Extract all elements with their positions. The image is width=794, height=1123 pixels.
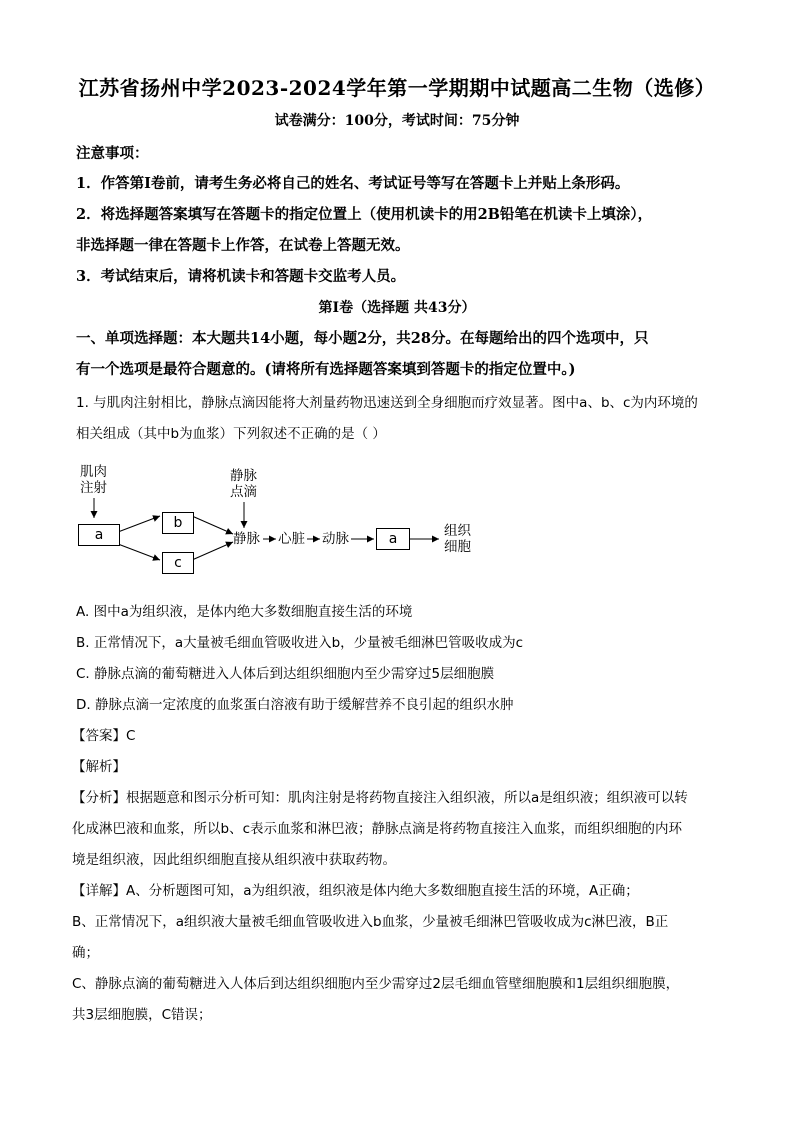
notice-item: 3．考试结束后，请将机读卡和答题卡交监考人员。 <box>76 268 406 285</box>
circulation-diagram <box>70 460 490 585</box>
detail-line: 共3层细胞膜，C错误； <box>72 1007 212 1023</box>
box-a: a <box>78 524 120 546</box>
option-b: B. 正常情况下，a大量被毛细血管吸收进入b，少量被毛细淋巴管吸收成为c <box>76 635 524 651</box>
question-stem: 相关组成（其中b为血浆）下列叙述不正确的是（ ） <box>76 426 386 442</box>
analysis-line: 化成淋巴液和血浆，所以b、c表示血浆和淋巴液；静脉点滴是将药物直接注入血浆，而组织细胞的内环 <box>72 821 682 837</box>
box-c: c <box>162 552 194 574</box>
label-heart: 心脏 <box>278 531 305 547</box>
analysis-line: 境是组织液，因此组织细胞直接从组织液中获取药物。 <box>72 852 396 868</box>
detail-line: B、正常情况下，a组织液大量被毛细血管吸收进入b血浆，少量被毛细淋巴管吸收成为c淋巴液，B正 <box>72 914 669 930</box>
label-tissue-cells: 细胞 <box>444 539 471 555</box>
option-a: A. 图中a为组织液，是体内绝大多数细胞直接生活的环境 <box>76 604 413 620</box>
notice-item: 1．作答第Ⅰ卷前，请考生务必将自己的姓名、考试证号等写在答题卡上并贴上条形码。 <box>76 175 630 192</box>
label-muscle-injection: 注射 <box>80 480 107 496</box>
notice-heading: 注意事项： <box>76 145 149 162</box>
exam-title: 江苏省扬州中学2023-2024学年第一学期期中试题高二生物（选修） <box>78 76 716 100</box>
label-vein: 静脉 <box>233 531 260 547</box>
explanation-label: 【解析】 <box>72 759 126 775</box>
option-d: D. 静脉点滴一定浓度的血浆蛋白溶液有助于缓解营养不良引起的组织水肿 <box>76 697 514 713</box>
exam-subtitle: 试卷满分：100分，考试时间：75分钟 <box>274 113 520 129</box>
section-instruction: 有一个选项是最符合题意的。(请将所有选择题答案填到答题卡的指定位置中。) <box>76 361 576 378</box>
notice-item: 2．将选择题答案填写在答题卡的指定位置上（使用机读卡的用2B铅笔在机读卡上填涂）， <box>76 206 653 223</box>
section-title: 第Ⅰ卷（选择题 共43分） <box>318 300 476 316</box>
label-artery: 动脉 <box>322 531 349 547</box>
label-muscle-injection: 肌肉 <box>80 464 107 480</box>
detail-line: 【详解】A、分析题图可知，a为组织液，组织液是体内绝大多数细胞直接生活的环境，A正确； <box>72 883 639 899</box>
answer: 【答案】C <box>72 728 136 744</box>
box-a-second: a <box>376 528 410 550</box>
diagram-arrows <box>70 460 490 585</box>
section-instruction: 一、单项选择题：本大题共14小题，每小题2分，共28分。在每题给出的四个选项中，只 <box>76 330 649 347</box>
box-b: b <box>162 512 194 534</box>
detail-line: C、静脉点滴的葡萄糖进入人体后到达组织细胞内至少需穿过2层毛细血管壁细胞膜和1层组织细胞膜， <box>72 976 680 992</box>
detail-line: 确； <box>72 945 99 961</box>
label-iv-drip: 静脉 <box>230 468 257 484</box>
notice-item: 非选择题一律在答题卡上作答，在试卷上答题无效。 <box>76 237 410 254</box>
label-iv-drip: 点滴 <box>230 484 257 500</box>
question-stem: 1. 与肌肉注射相比，静脉点滴因能将大剂量药物迅速送到全身细胞而疗效显著。图中a、b、c为内环境的 <box>76 395 698 411</box>
label-tissue-cells: 组织 <box>444 523 471 539</box>
option-c: C. 静脉点滴的葡萄糖进入人体后到达组织细胞内至少需穿过5层细胞膜 <box>76 666 495 682</box>
analysis-line: 【分析】根据题意和图示分析可知：肌肉注射是将药物直接注入组织液，所以a是组织液；组织液可以转 <box>72 790 688 806</box>
